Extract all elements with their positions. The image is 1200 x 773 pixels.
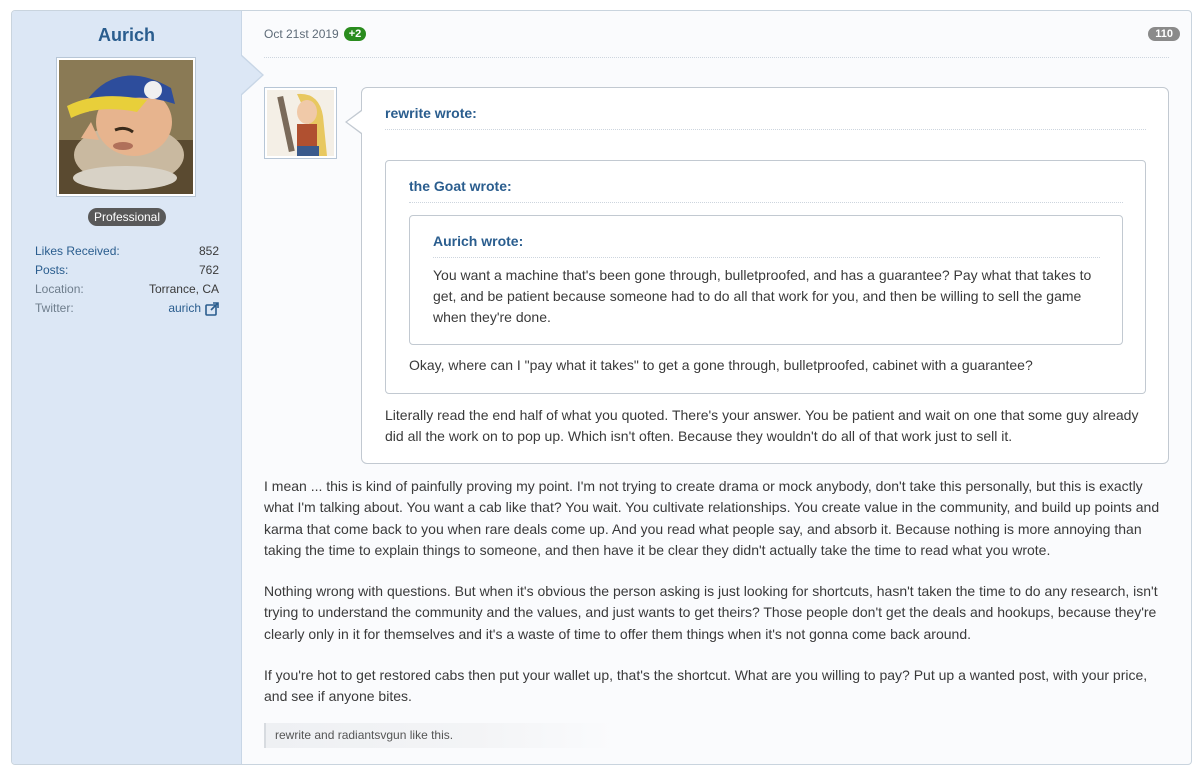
- quoted-avatar-image: [267, 90, 334, 156]
- post-content: [264, 11, 1191, 764]
- author-username[interactable]: Aurich: [97, 25, 155, 45]
- quote-text: Okay, where can I "pay what it takes" to get a gone through, bulletproofed, cabinet with a guarantee?: [409, 357, 1033, 373]
- quote-divider: [385, 129, 1146, 130]
- nested-quote-block: [385, 160, 1146, 394]
- stat-value: 762: [198, 263, 219, 277]
- stat-likes-received: [35, 242, 219, 261]
- likes-summary[interactable]: rewrite and radiantsvgun like this.: [264, 723, 614, 748]
- stat-twitter: [35, 299, 219, 318]
- twitter-handle[interactable]: aurich: [168, 301, 201, 315]
- quote-divider: [409, 202, 1123, 203]
- author-stats: [35, 242, 219, 318]
- stat-label: Twitter:: [35, 301, 74, 315]
- quote-text: Literally read the end half of what you quoted. There's your answer. You be patient and wait on one that some guy already did all the work on to pop up. Which isn't often. Because they wouldn't do all of that work just to sell it.: [385, 407, 1139, 444]
- author-sidebar: [12, 11, 242, 764]
- quote-attribution[interactable]: the Goat wrote:: [409, 178, 512, 194]
- quote-block: [361, 87, 1169, 464]
- quote-text: You want a machine that's been gone through, bulletproofed, and has a guarantee? Pay what that takes to get, and be patient because someone had to do all that work for you, and then be willing to sell the game when they're done.: [433, 267, 1092, 325]
- forum-post: [11, 10, 1192, 765]
- stat-posts: [35, 261, 219, 280]
- avatar-image: [59, 60, 193, 194]
- post-number-badge[interactable]: 110: [1148, 27, 1180, 41]
- quote-attribution[interactable]: Aurich wrote:: [433, 233, 524, 249]
- stat-label[interactable]: Likes Received:: [35, 244, 120, 258]
- stat-value: Torrance, CA: [148, 282, 219, 296]
- post-paragraph: If you're hot to get restored cabs then put your wallet up, that's the shortcut. What are you willing to pay? Put up a wanted post, with your price, and see if anyone bites.: [264, 667, 1148, 705]
- quoted-user-avatar[interactable]: [264, 87, 337, 159]
- nested-quote-block: [409, 215, 1123, 345]
- post-paragraph: Nothing wrong with questions. But when it's obvious the person asking is just looking for shortcuts, hasn't taken the time to do any research, isn't trying to understand the community and the values, and just wants to get theirs? Those people don't get the deals and hookups, because they're clearly only in it for themselves and it's a waste of time to offer them things when it's not gonna come back around.: [264, 583, 1158, 642]
- stat-location: [35, 280, 219, 299]
- post-date[interactable]: Oct 21st 2019: [264, 27, 339, 41]
- quote-divider: [433, 257, 1100, 258]
- stat-label: Location:: [35, 282, 84, 296]
- external-link-icon: [205, 302, 219, 316]
- meta-divider: [264, 57, 1169, 58]
- user-title-badge: Professional: [88, 208, 166, 226]
- quote-pointer: [347, 111, 362, 133]
- post-rating-badge[interactable]: +2: [344, 27, 367, 41]
- quote-attribution[interactable]: rewrite wrote:: [385, 105, 477, 121]
- stat-label[interactable]: Posts:: [35, 263, 69, 277]
- post-meta: [264, 27, 366, 41]
- author-avatar[interactable]: [56, 57, 196, 197]
- twitter-link[interactable]: [168, 299, 219, 318]
- sidebar-arrow: [240, 55, 262, 95]
- stat-value: 852: [198, 244, 219, 258]
- post-paragraph: I mean ... this is kind of painfully proving my point. I'm not trying to create drama or mock anybody, don't take this personally, but this is exactly what I'm talking about. You want a cab like that? You wait. You cultivate relationships. You create value in the community, and build up points and karma that come back to you when rare deals come up. And you read what people say, and absorb it. Because nothing is more annoying than taking the time to explain things to someone, and then have it be clear they didn't actually take the time to read what you wrote.: [264, 478, 1160, 558]
